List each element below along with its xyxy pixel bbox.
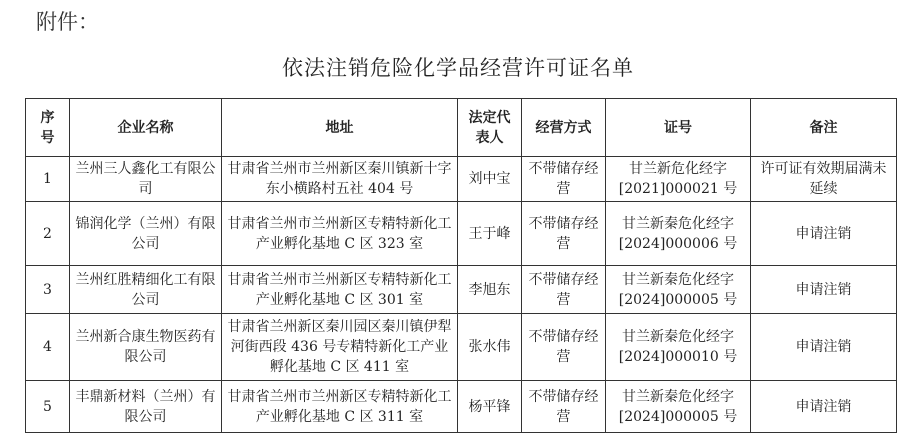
row-index: 5 bbox=[26, 381, 70, 433]
row-license: 甘兰新秦危化经字[2024]000005 号 bbox=[606, 266, 751, 314]
row-license: 甘兰新秦危化经字[2024]000010 号 bbox=[606, 314, 751, 381]
header-mode: 经营方式 bbox=[522, 99, 606, 157]
row-legal-rep: 张水伟 bbox=[458, 314, 522, 381]
table-row bbox=[26, 202, 897, 266]
row-legal-rep: 王于峰 bbox=[458, 202, 522, 266]
row-index: 3 bbox=[26, 266, 70, 314]
row-company: 兰州三人鑫化工有限公司 bbox=[70, 157, 222, 202]
row-company: 锦润化学（兰州）有限公司 bbox=[70, 202, 222, 266]
header-license: 证号 bbox=[606, 99, 751, 157]
row-remark: 许可证有效期届满未延续 bbox=[751, 157, 897, 202]
row-mode: 不带储存经营 bbox=[522, 266, 606, 314]
document-title: 依法注销危险化学品经营许可证名单 bbox=[282, 56, 634, 80]
row-legal-rep: 刘中宝 bbox=[458, 157, 522, 202]
table-row bbox=[26, 157, 897, 202]
row-index: 2 bbox=[26, 202, 70, 266]
header-address: 地址 bbox=[222, 99, 458, 157]
row-address: 甘肃省兰州市兰州新区专精特新化工产业孵化基地 C 区 301 室 bbox=[222, 266, 458, 314]
row-address: 甘肃省兰州市兰州新区专精特新化工产业孵化基地 C 区 311 室 bbox=[222, 381, 458, 433]
header-index-line1: 序 bbox=[40, 109, 55, 126]
row-mode: 不带储存经营 bbox=[522, 381, 606, 433]
row-legal-rep: 杨平锋 bbox=[458, 381, 522, 433]
row-remark: 申请注销 bbox=[751, 314, 897, 381]
row-license: 甘兰新秦危化经字[2024]000005 号 bbox=[606, 381, 751, 433]
row-index: 4 bbox=[26, 314, 70, 381]
table-row bbox=[26, 266, 897, 314]
header-rep-line1: 法定代 bbox=[468, 109, 511, 126]
table-header-row bbox=[26, 99, 897, 157]
header-remark: 备注 bbox=[751, 99, 897, 157]
attachment-label: 附件： bbox=[36, 10, 99, 34]
header-rep-line2: 表人 bbox=[475, 129, 504, 146]
row-license: 甘兰新危化经字[2021]000021 号 bbox=[606, 157, 751, 202]
row-address: 甘肃省兰州新区秦川园区秦川镇伊犁河街西段 436 号专精特新化工产业孵化基地 C 区 411 室 bbox=[222, 314, 458, 381]
header-company: 企业名称 bbox=[70, 99, 222, 157]
row-license: 甘兰新秦危化经字[2024]000006 号 bbox=[606, 202, 751, 266]
row-address: 甘肃省兰州市兰州新区专精特新化工产业孵化基地 C 区 323 室 bbox=[222, 202, 458, 266]
table-row bbox=[26, 381, 897, 433]
header-legal-rep bbox=[458, 99, 522, 157]
row-remark: 申请注销 bbox=[751, 381, 897, 433]
row-company: 兰州红胜精细化工有限公司 bbox=[70, 266, 222, 314]
row-company: 丰鼎新材料（兰州）有限公司 bbox=[70, 381, 222, 433]
row-remark: 申请注销 bbox=[751, 202, 897, 266]
row-address: 甘肃省兰州市兰州新区秦川镇新十字东小横路村五社 404 号 bbox=[222, 157, 458, 202]
row-mode: 不带储存经营 bbox=[522, 202, 606, 266]
row-mode: 不带储存经营 bbox=[522, 314, 606, 381]
row-index: 1 bbox=[26, 157, 70, 202]
row-company: 兰州新合康生物医药有限公司 bbox=[70, 314, 222, 381]
header-index bbox=[26, 99, 70, 157]
header-index-line2: 号 bbox=[40, 129, 55, 146]
row-mode: 不带储存经营 bbox=[522, 157, 606, 202]
row-legal-rep: 李旭东 bbox=[458, 266, 522, 314]
row-remark: 申请注销 bbox=[751, 266, 897, 314]
license-revocation-table bbox=[25, 98, 897, 433]
table-row bbox=[26, 314, 897, 381]
